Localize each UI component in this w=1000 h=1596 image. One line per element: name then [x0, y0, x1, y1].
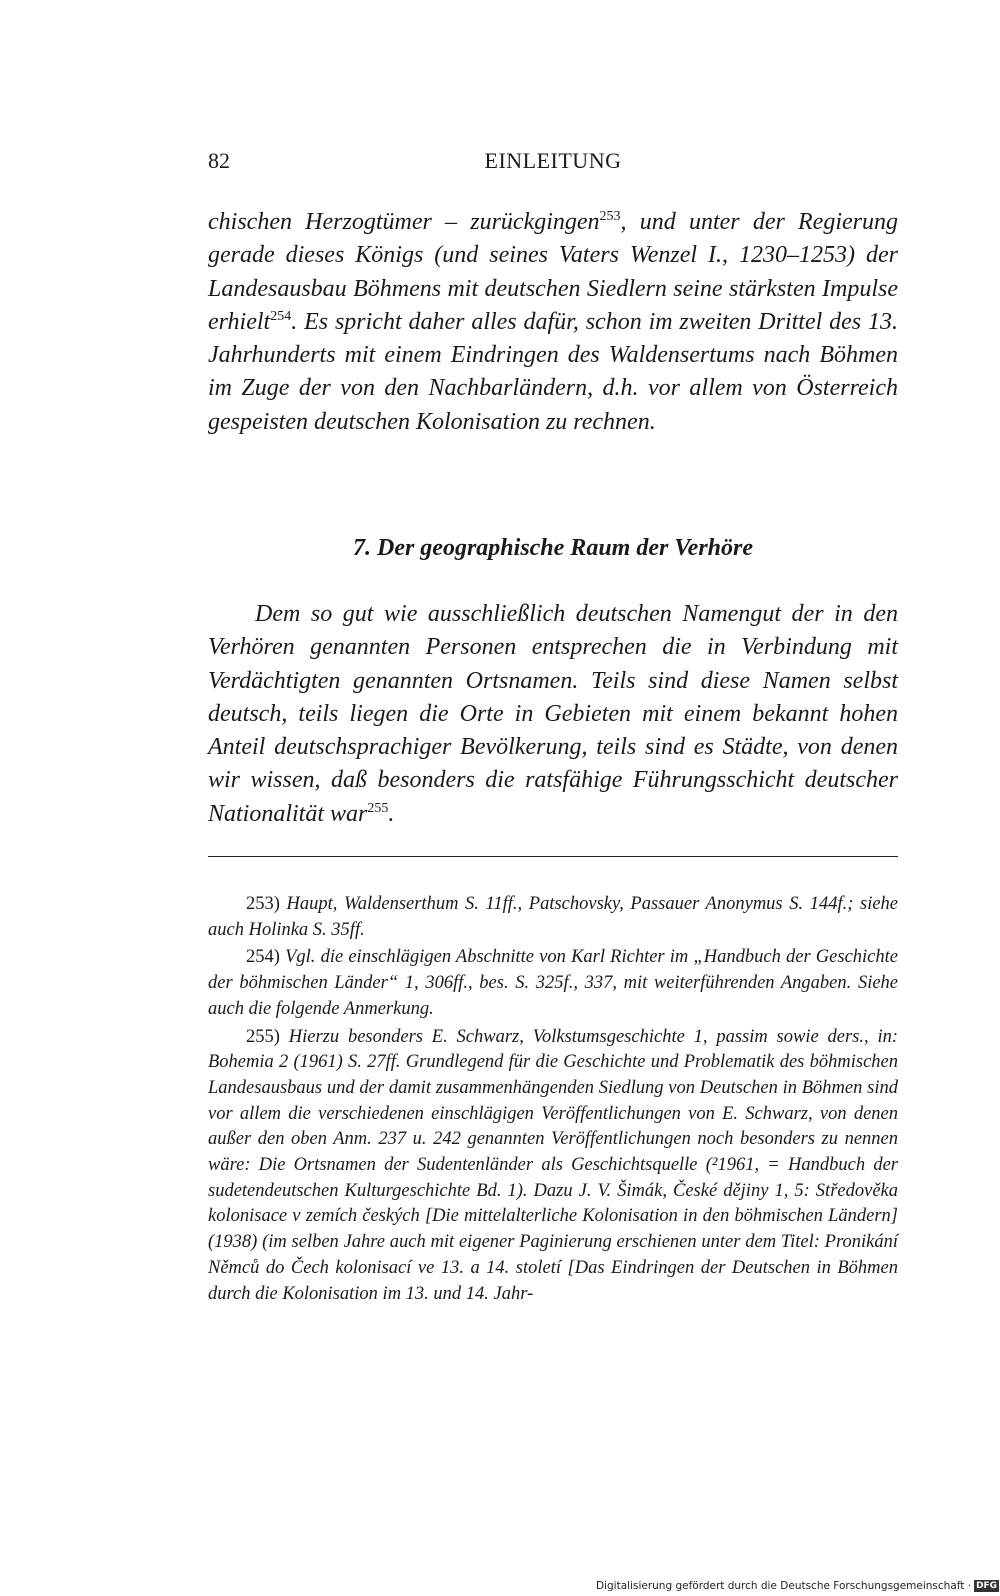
section-heading: 7. Der geographische Raum der Verhöre: [352, 535, 754, 561]
footnote-text: Vgl. die einschlägigen Abschnitte von Karl Richter im „Handbuch der Geschichte der böhmischen Länder“ 1, 306ff., bes. S. 325f., 337, mit weiterführenden Angaben. Siehe auch die folgende Anmerkung.: [208, 947, 898, 1019]
footnote-253: [208, 892, 898, 943]
para2-end: .: [388, 800, 395, 827]
footnotes: [208, 892, 898, 1309]
body-paragraph-1: [208, 206, 898, 439]
footnote-text: Hierzu besonders E. Schwarz, Volkstumsgeschichte 1, passim sowie ders., in: Bohemia 2 (1961) S. 27ff. Grundlegend für die Geschichte und Problematik des böhmischen Landesausbaus und der damit zusammenhängenden Siedlung von Deutschen in Böhmen sind vor allem die verschiedenen einschlägigen Veröffentlichungen von E. Schwarz, von denen außer den oben Anm. 237 u. 242 genannten Veröffentlichungen noch besonders zu nennen wäre: Die Ortsnamen der Sudentenländer als Geschichtsquelle (²1961, = Handbuch der sudetendeutschen Kulturgeschichte Bd. 1). Dazu J. V. Šimák, České dějiny 1, 5: Středověka kolonisace v zemích českých [Die mittelalterliche Kolonisation in den böhmischen Ländern] (1938) (im selben Jahre auch mit eigener Paginierung erschienen unter dem Titel: Pronikání Němců do Čech kolonisací ve 13. a 14. století [Das Eindringen der Deutschen in Böhmen durch die Kolonisation im 13. und 14. Jahr-: [208, 1026, 899, 1304]
footnote-text: Haupt, Waldenserthum S. 11ff., Patschovsky, Passauer Anonymus S. 144f.; siehe auch Holinka S. 35ff.: [208, 894, 899, 940]
para2-text: Dem so gut wie ausschließlich deutschen Namengut der in den Verhören genannten Personen entsprechen die in Verbindung mit Verdächtigten genannten Ortsnamen. Teils sind diese Namen selbst deutsch, teils liegen die Orte in Gebieten mit einem bekannt hohen Anteil deutschsprachiger Bevölkerung, teils sind es Städte, von denen wir wissen, daß besonders die ratsfähige Führungsschicht deutscher Nationalität war: [208, 601, 898, 827]
dfg-logo: DFG: [976, 1581, 998, 1591]
para1-text-3: . Es spricht daher alles dafür, schon im zweiten Drittel des 13. Jahrhunderts mit einem Eindringen des Waldensertums nach Böhmen im Zuge der von den Nachbarländern, d.h. vor allem von Österreich gespeisten deutschen Kolonisation zu rechnen.: [208, 308, 898, 435]
para1-text-1: chischen Herzogtümer – zurückgingen: [208, 209, 600, 235]
body-paragraph-2: [208, 598, 898, 831]
digitization-credit: [596, 1579, 999, 1593]
para1-text-2: , und unter der Regierung gerade dieses Königs (und seines Vaters Wenzel I., 1230–1253) der Landesausbau Böhmens mit deutschen Siedlern seine stärksten Impulse erhielt: [208, 209, 898, 335]
footnote-number: 255): [246, 1026, 280, 1047]
footnote-ref-253[interactable]: 253: [599, 209, 621, 224]
page-header: [208, 148, 898, 178]
footnote-ref-254[interactable]: 254: [270, 308, 292, 324]
page-number: 82: [208, 148, 230, 173]
footnote-255: [208, 1025, 898, 1308]
credit-text: Digitalisierung gefördert durch die Deutsche Forschungsgemeinschaft ·: [596, 1580, 972, 1592]
footnote-separator: [208, 856, 898, 857]
running-head: EINLEITUNG: [484, 148, 622, 173]
footnote-number: 254): [246, 947, 280, 968]
footnote-number: 253): [246, 894, 280, 914]
footnote-ref-255[interactable]: 255: [367, 800, 389, 816]
footnote-254: [208, 945, 898, 1022]
